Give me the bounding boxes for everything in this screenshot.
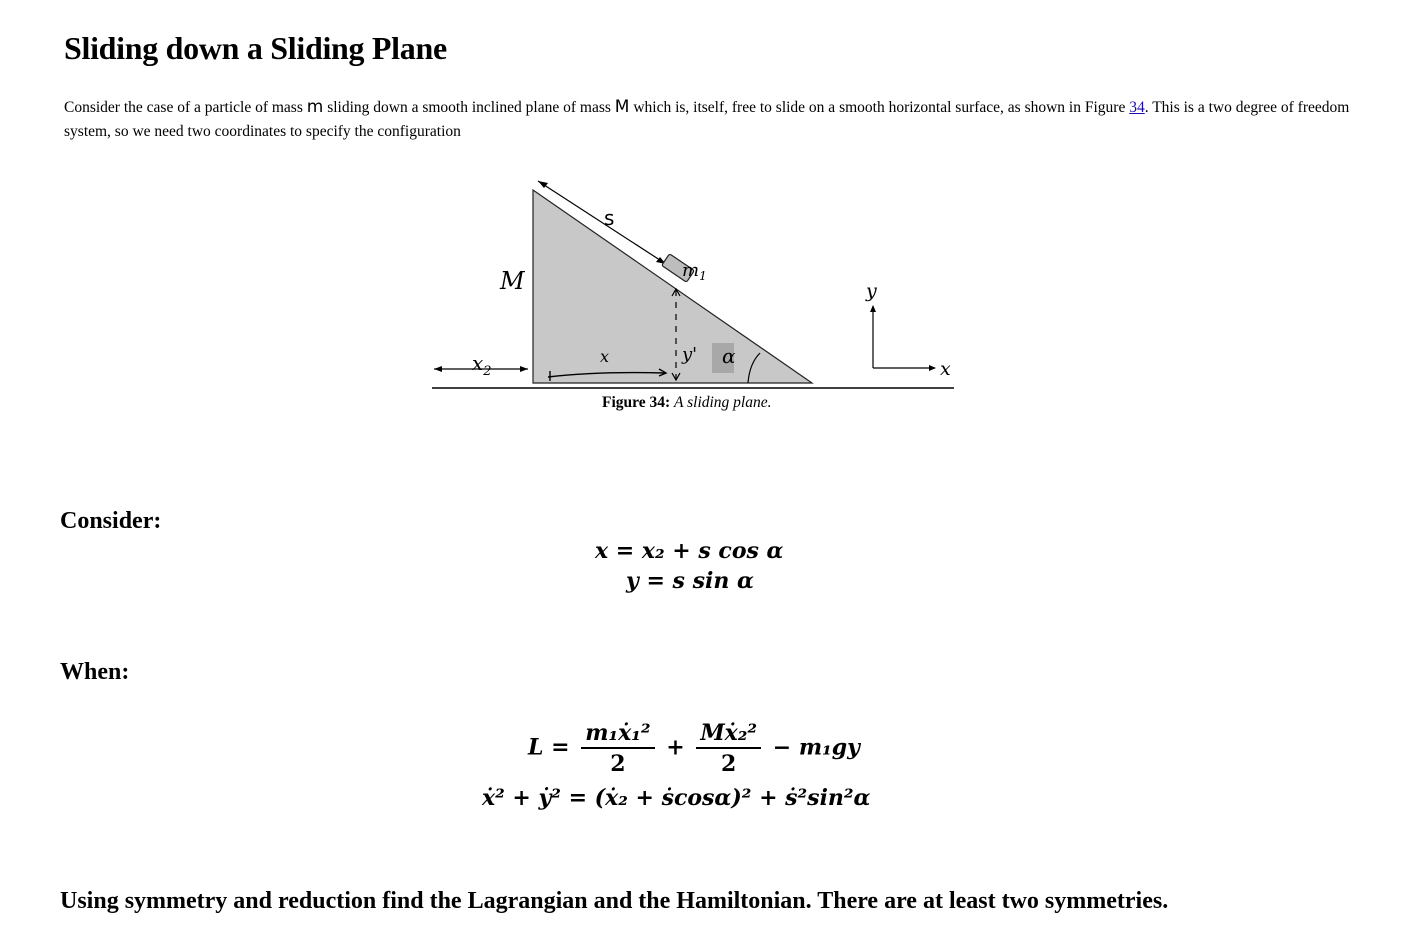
intro-paragraph — [64, 95, 1354, 144]
potential-term: − m₁gy — [772, 734, 860, 761]
when-heading: When: — [60, 659, 130, 685]
caption-label: Figure 34: — [602, 394, 671, 411]
intro-text-4: . This is a two degree of freedom system, so we need two coordinates to specify the configuration — [64, 99, 1350, 140]
lagrangian-equation — [528, 720, 860, 777]
consider-heading: Consider: — [60, 508, 162, 534]
page-title: Sliding down a Sliding Plane — [64, 30, 447, 66]
mass-M-symbol: M — [614, 97, 630, 117]
label-alpha: α — [722, 344, 736, 368]
intro-text-1: Consider the case of a particle of mass — [64, 99, 307, 116]
label-x2: $x_2$ — [472, 351, 492, 379]
velocity-equation: ẋ² + ẏ² = (ẋ₂ + ṡcosα)² + ṡ²sin²α — [482, 785, 871, 811]
sliding-plane-figure — [420, 165, 980, 395]
equation-x: x = x₂ + s cos α — [595, 538, 784, 564]
fraction-1-denominator: 2 — [610, 751, 626, 777]
caption-text: A sliding plane. — [674, 394, 772, 411]
label-y-prime: y' — [682, 344, 698, 365]
kinetic-fraction-1 — [581, 720, 654, 777]
kinetic-fraction-2 — [696, 720, 761, 777]
figure-caption — [602, 394, 772, 412]
label-x-hand: x — [600, 347, 610, 366]
intro-text-3: which is, itself, free to slide on a smooth horizontal surface, as shown in Figure — [629, 99, 1130, 116]
intro-text-2: sliding down a smooth inclined plane of mass — [323, 99, 615, 116]
label-s: s — [604, 206, 615, 230]
fraction-1-numerator: m₁ẋ₁² — [581, 720, 654, 749]
plus-sign: + — [666, 734, 685, 761]
fraction-2-denominator: 2 — [721, 751, 737, 777]
task-statement: Using symmetry and reduction find the Lagrangian and the Hamiltonian. There are at least two symmetries. — [60, 888, 1169, 914]
equation-y: y = s sin α — [626, 568, 754, 594]
lagrangian-lhs: L = — [528, 734, 570, 761]
label-x-axis: x — [940, 358, 951, 380]
label-y-axis: y — [866, 280, 877, 302]
figure-link[interactable]: 34 — [1129, 99, 1145, 116]
fraction-2-numerator: Mẋ₂² — [696, 720, 761, 749]
axes — [870, 305, 936, 371]
label-m1: $m_1$ — [682, 260, 707, 283]
inclined-plane — [533, 190, 812, 383]
label-M: M — [500, 267, 525, 295]
mass-m-symbol: m — [306, 97, 324, 117]
cropped-text-line — [60, 141, 1360, 147]
